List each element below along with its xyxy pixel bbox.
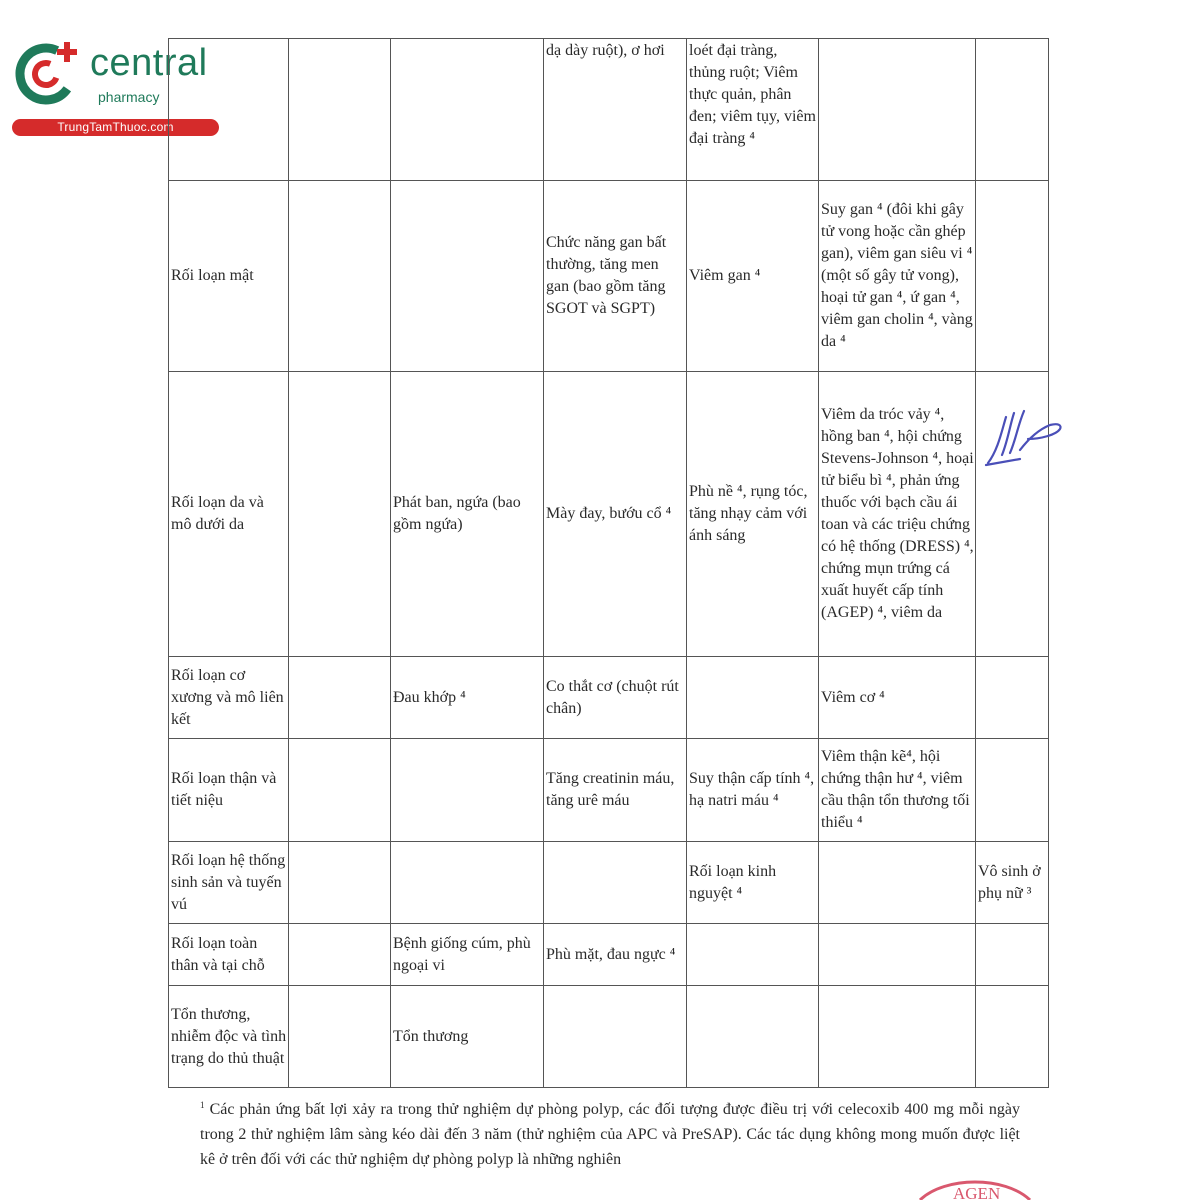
table-cell [819,986,976,1088]
handwritten-signature-icon [980,395,1075,470]
table-row [169,657,1049,739]
table-cell: Viêm cơ ⁴ [819,657,976,739]
footnote-text: Các phản ứng bất lợi xảy ra trong thử nghiệm dự phòng polyp, các đối tượng được điều trị với celecoxib 400 mg mỗi ngày trong 2 thử nghiệm lâm sàng kéo dài đến 3 năm (thử nghiệm của APC và PreSAP). Các tác dụng không mong muốn được liệt kê ở trên đối với các thử nghiệm dự phòng polyp là những nghiên [200,1101,1021,1168]
table-cell [391,181,544,372]
table-cell: Suy gan ⁴ (đôi khi gây tử vong hoặc cần ghép gan), viêm gan siêu vi ⁴ (một số gây tử vong), hoại tử gan ⁴, ứ gan ⁴, viêm gan cholin ⁴, vàng da ⁴ [819,181,976,372]
table-row [169,739,1049,842]
table-cell: Mày đay, bướu cổ ⁴ [544,372,687,657]
row-category-cell: Rối loạn mật [169,181,289,372]
table-cell [391,842,544,924]
table-row [169,372,1049,657]
row-category-cell [169,39,289,181]
table-cell: Co thắt cơ (chuột rút chân) [544,657,687,739]
footnote [200,1097,1020,1172]
row-category-cell: Rối loạn hệ thống sinh sản và tuyến vú [169,842,289,924]
table-cell [289,372,391,657]
table-cell: dạ dày ruột), ơ hơi [544,39,687,181]
logo-website[interactable]: TrungTamThuoc.com [12,119,219,136]
table-cell: Phát ban, ngứa (bao gồm ngứa) [391,372,544,657]
table-row [169,181,1049,372]
table-cell [976,181,1049,372]
table-cell [289,39,391,181]
table-cell [819,924,976,986]
row-category-cell: Rối loạn da và mô dưới da [169,372,289,657]
table-cell: Viêm da tróc vảy ⁴, hồng ban ⁴, hội chứng Stevens-Johnson ⁴, hoại tử biểu bì ⁴, phản ứng thuốc với bạch cầu ái toan và các triệu chứng có hệ thống (DRESS) ⁴, chứng mụn trứng cá xuất huyết cấp tính (AGEP) ⁴, viêm da [819,372,976,657]
table-cell: Tăng creatinin máu, tăng urê máu [544,739,687,842]
table-cell [289,181,391,372]
table-cell [976,39,1049,181]
table-row [169,842,1049,924]
table-cell [819,842,976,924]
company-stamp-icon [915,1168,1035,1200]
table-cell [289,924,391,986]
table-cell: Rối loạn kinh nguyệt ⁴ [687,842,819,924]
row-category-cell: Rối loạn cơ xương và mô liên kết [169,657,289,739]
adverse-reactions-table [168,38,1049,1088]
table-cell: Suy thận cấp tính ⁴, hạ natri máu ⁴ [687,739,819,842]
table-cell [544,986,687,1088]
table-cell [819,39,976,181]
table-cell [976,986,1049,1088]
row-category-cell: Tổn thương, nhiễm độc và tình trạng do thủ thuật [169,986,289,1088]
table-cell: Viêm thận kẽ⁴, hội chứng thận hư ⁴, viêm cầu thận tổn thương tối thiểu ⁴ [819,739,976,842]
table-cell: Viêm gan ⁴ [687,181,819,372]
table-cell [976,739,1049,842]
table-cell [289,739,391,842]
table-cell [544,842,687,924]
row-category-cell: Rối loạn toàn thân và tại chỗ [169,924,289,986]
table-cell: Đau khớp ⁴ [391,657,544,739]
table-cell [976,924,1049,986]
row-category-cell: Rối loạn thận và tiết niệu [169,739,289,842]
logo-brand: central [90,42,208,84]
footnote-marker: 1 [200,1100,205,1110]
table-row [169,986,1049,1088]
table-cell [391,39,544,181]
table-cell: Vô sinh ở phụ nữ ³ [976,842,1049,924]
table-cell: Bệnh giống cúm, phù ngoại vi [391,924,544,986]
table-cell [391,739,544,842]
table-cell [289,986,391,1088]
table-cell: Phù mặt, đau ngực ⁴ [544,924,687,986]
stamp-text: AGEN [953,1184,1001,1200]
pharmacy-cross-logo-icon [10,38,90,118]
table-cell [687,924,819,986]
table-cell: Tổn thương [391,986,544,1088]
table-cell: loét đại tràng, thủng ruột; Viêm thực quản, phân đen; viêm tụy, viêm đại tràng ⁴ [687,39,819,181]
table-cell [976,657,1049,739]
table-cell [289,842,391,924]
table-row [169,924,1049,986]
logo-sub: pharmacy [98,89,160,105]
table-cell: Phù nề ⁴, rụng tóc, tăng nhạy cảm với ánh sáng [687,372,819,657]
table-cell: Chức năng gan bất thường, tăng men gan (bao gồm tăng SGOT và SGPT) [544,181,687,372]
table-cell [687,657,819,739]
table-row [169,39,1049,181]
table-cell [289,657,391,739]
table-cell [687,986,819,1088]
